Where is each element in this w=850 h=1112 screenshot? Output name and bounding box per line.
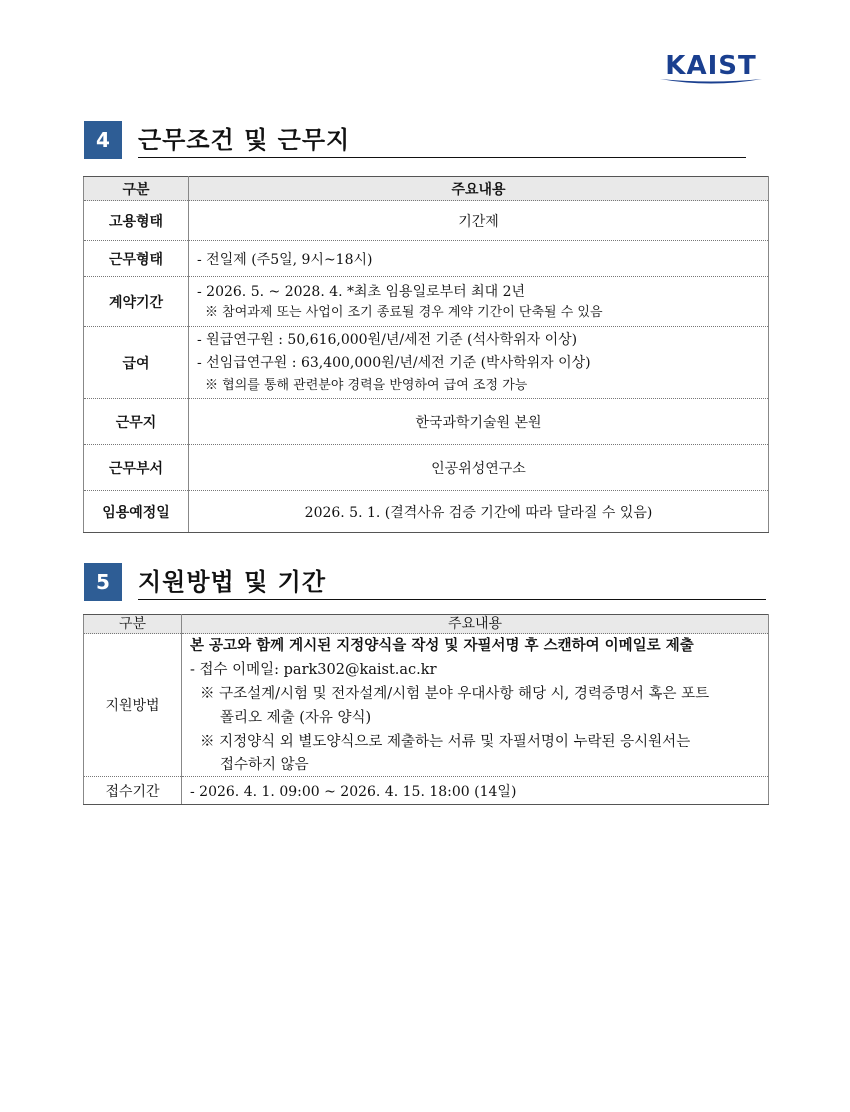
content-note: ※ 구조설계/시험 및 전자설계/시험 분야 우대사항 해당 시, 경력증명서 혹은 포트 (200, 686, 710, 702)
content-note: ※ 참여과제 또는 사업이 조기 종료될 경우 계약 기간이 단축될 수 있음 (205, 304, 603, 320)
section-5-heading (84, 563, 766, 601)
content-line: - 2026. 5. ~ 2028. 4. *최초 임용일로부터 최대 2년 (197, 283, 526, 300)
content-note-continued: 폴리오 제출 (자유 양식) (220, 710, 372, 726)
content-line: - 선임급연구원 : 63,400,000원/년/세전 기준 (박사학위자 이상) (197, 355, 591, 371)
table-row (84, 277, 769, 327)
table-row (84, 241, 769, 277)
row-content: 한국과학기술원 본원 (189, 399, 769, 445)
row-label: 근무지 (84, 399, 189, 445)
content-note: ※ 협의를 통해 관련분야 경력을 반영하여 급여 조정 가능 (205, 378, 528, 393)
row-label: 지원방법 (84, 634, 182, 777)
row-label: 임용예정일 (84, 491, 189, 533)
table-row (84, 634, 769, 777)
section-underline (138, 599, 766, 600)
logo-text: KAIST (665, 51, 757, 81)
application-method-table (83, 614, 769, 805)
row-content (189, 241, 769, 277)
table-row (84, 201, 769, 241)
content-line: - 2026. 4. 1. 09:00 ~ 2026. 4. 15. 18:00 (14일) (190, 783, 517, 800)
row-content: 2026. 5. 1. (결격사유 검증 기간에 따라 달라질 수 있음) (189, 491, 769, 533)
table-row (84, 777, 769, 805)
table-row (84, 445, 769, 491)
section-number-badge: 4 (84, 121, 122, 159)
content-note-continued: 접수하지 않음 (220, 757, 309, 773)
table-row (84, 491, 769, 533)
row-content (189, 277, 769, 327)
table-row (84, 327, 769, 399)
row-content (182, 777, 769, 805)
header-content: 주요내용 (189, 177, 769, 201)
section-number-badge: 5 (84, 563, 122, 601)
header-content: 주요내용 (182, 615, 769, 634)
content-line: - 전일제 (주5일, 9시~18시) (197, 251, 373, 268)
header-category: 구분 (84, 177, 189, 201)
content-line: 본 공고와 함께 게시된 지정양식을 작성 및 자필서명 후 스캔하여 이메일로 제출 (190, 637, 694, 654)
content-note: ※ 지정양식 외 별도양식으로 제출하는 서류 및 자필서명이 누락된 응시원서는 (200, 734, 691, 750)
row-label: 계약기간 (84, 277, 189, 327)
row-content: 인공위성연구소 (189, 445, 769, 491)
row-content (189, 327, 769, 399)
row-label: 근무부서 (84, 445, 189, 491)
section-4-heading (84, 121, 746, 159)
content-line: - 원급연구원 : 50,616,000원/년/세전 기준 (석사학위자 이상) (197, 332, 578, 348)
kaist-logo (658, 48, 764, 88)
table-header-row (84, 615, 769, 634)
row-label: 접수기간 (84, 777, 182, 805)
section-title: 지원방법 및 기간 (138, 568, 326, 596)
row-content: 기간제 (189, 201, 769, 241)
row-label: 근무형태 (84, 241, 189, 277)
row-label: 고용형태 (84, 201, 189, 241)
work-conditions-table (83, 176, 769, 533)
table-row (84, 399, 769, 445)
header-category: 구분 (84, 615, 182, 634)
content-line: - 접수 이메일: park302@kaist.ac.kr (190, 662, 437, 678)
section-underline (138, 157, 746, 158)
table-header-row (84, 177, 769, 201)
row-content (182, 634, 769, 777)
row-label: 급여 (84, 327, 189, 399)
section-title: 근무조건 및 근무지 (138, 126, 351, 154)
